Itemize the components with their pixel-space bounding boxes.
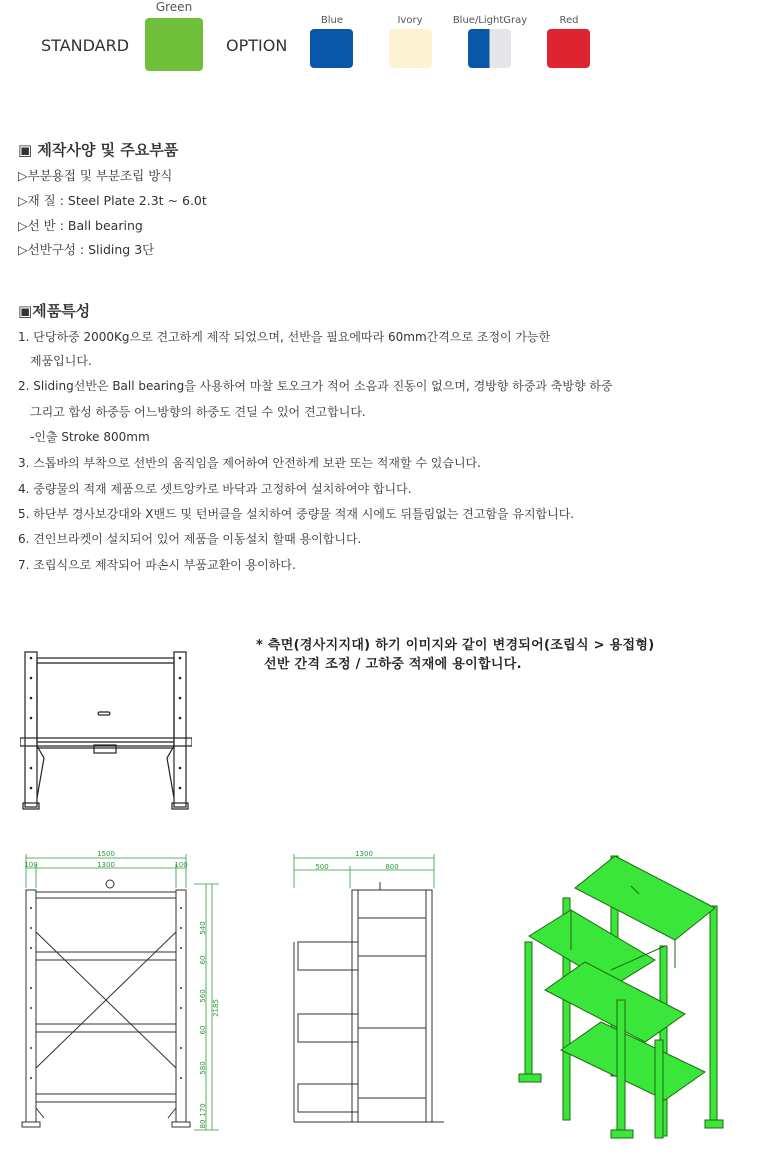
change-note-line1: * 측면(경사지지대) 하기 이미지와 같이 변경되어(조립식 > 용접형): [256, 638, 655, 653]
dim-depth-right: 800: [385, 863, 399, 871]
dim-inner-width: 1300: [97, 861, 115, 869]
rack-3d-drawing: [515, 850, 730, 1145]
dim-height: 60: [199, 955, 207, 965]
dim-height: 60: [199, 1025, 207, 1035]
specs-title: ▣ 제작사양 및 주요부품: [18, 141, 179, 159]
dim-side-left: 100: [24, 861, 38, 869]
spec-item: ▷선반구성 : Sliding 3단: [18, 242, 155, 257]
spec-item: ▷재 질 : Steel Plate 2.3t ~ 6.0t: [18, 193, 207, 208]
feature-line: 2. Sliding선반은 Ball bearing을 사용하여 마찰 토오크가 적어 소음과 진동이 없으며, 경방향 하중과 축방향 하중: [18, 379, 613, 393]
swatch-label-ivory: Ivory: [397, 15, 423, 26]
feature-line: 1. 단당하중 2000Kg으로 견고하게 제작 되었으며, 선반을 필요에따라 60mm간격으로 조정이 가능한: [18, 330, 551, 344]
swatch-green: [145, 18, 203, 71]
dim-height: 170: [199, 1103, 207, 1117]
side-view-drawing: [284, 848, 444, 1128]
dim-height: 580: [199, 1061, 207, 1075]
swatch-label-blue-lightgray: Blue/LightGray: [452, 15, 528, 26]
dim-height: 80: [199, 1119, 207, 1129]
feature-line: 5. 하단부 경사보강대와 X밴드 및 턴버클을 설치하여 중량물 적재 시에도 뒤틀림없는 견고함을 유지합니다.: [18, 507, 575, 521]
spec-item: ▷부분용접 및 부분조립 방식: [18, 168, 173, 183]
swatch-blue-lightgray: [468, 29, 511, 68]
spec-item: ▷선 반 : Ball bearing: [18, 218, 143, 233]
swatch-label-red: Red: [559, 15, 579, 26]
feature-line: 제품입니다.: [30, 354, 92, 368]
swatch-red: [547, 29, 590, 68]
dim-depth-left: 500: [315, 863, 329, 871]
feature-line: 7. 조립식으로 제작되어 파손시 부품교환이 용이하다.: [18, 558, 296, 572]
swatch-ivory: [389, 29, 432, 68]
side-support-drawing: [20, 648, 192, 813]
swatch-label-blue: Blue: [320, 15, 344, 26]
dim-height: 540: [199, 921, 207, 935]
option-label: OPTION: [226, 36, 288, 55]
dim-overall-width: 1500: [97, 850, 115, 858]
feature-line: 그리고 합성 하중등 어느방향의 하중도 견딜 수 있어 견고합니다.: [30, 405, 366, 419]
feature-line: 6. 견인브라켓이 설치되어 있어 제품을 이동설치 할때 용이합니다.: [18, 532, 362, 546]
features-title: ▣제품특성: [18, 302, 91, 320]
dim-side-right: 100: [174, 861, 188, 869]
feature-line: -인출 Stroke 800mm: [30, 430, 150, 444]
standard-label: STANDARD: [41, 36, 130, 55]
feature-line: 4. 중량물의 적재 제품으로 셋트앙카로 바닥과 고정하여 설치하여야 합니다.: [18, 482, 412, 496]
dim-height: 560: [199, 989, 207, 1003]
swatch-blue: [310, 29, 353, 68]
swatch-label-green: Green: [155, 0, 193, 14]
feature-line: 3. 스톱바의 부착으로 선반의 움직임을 제어하여 안전하게 보관 또는 적재할 수 있습니다.: [18, 456, 481, 470]
change-note-line2: 선반 간격 조정 / 고하중 적재에 용이합니다.: [264, 657, 522, 672]
dim-overall-depth: 1300: [355, 850, 373, 858]
dim-total-height: 2185: [212, 999, 220, 1017]
front-view-drawing: [14, 848, 224, 1138]
